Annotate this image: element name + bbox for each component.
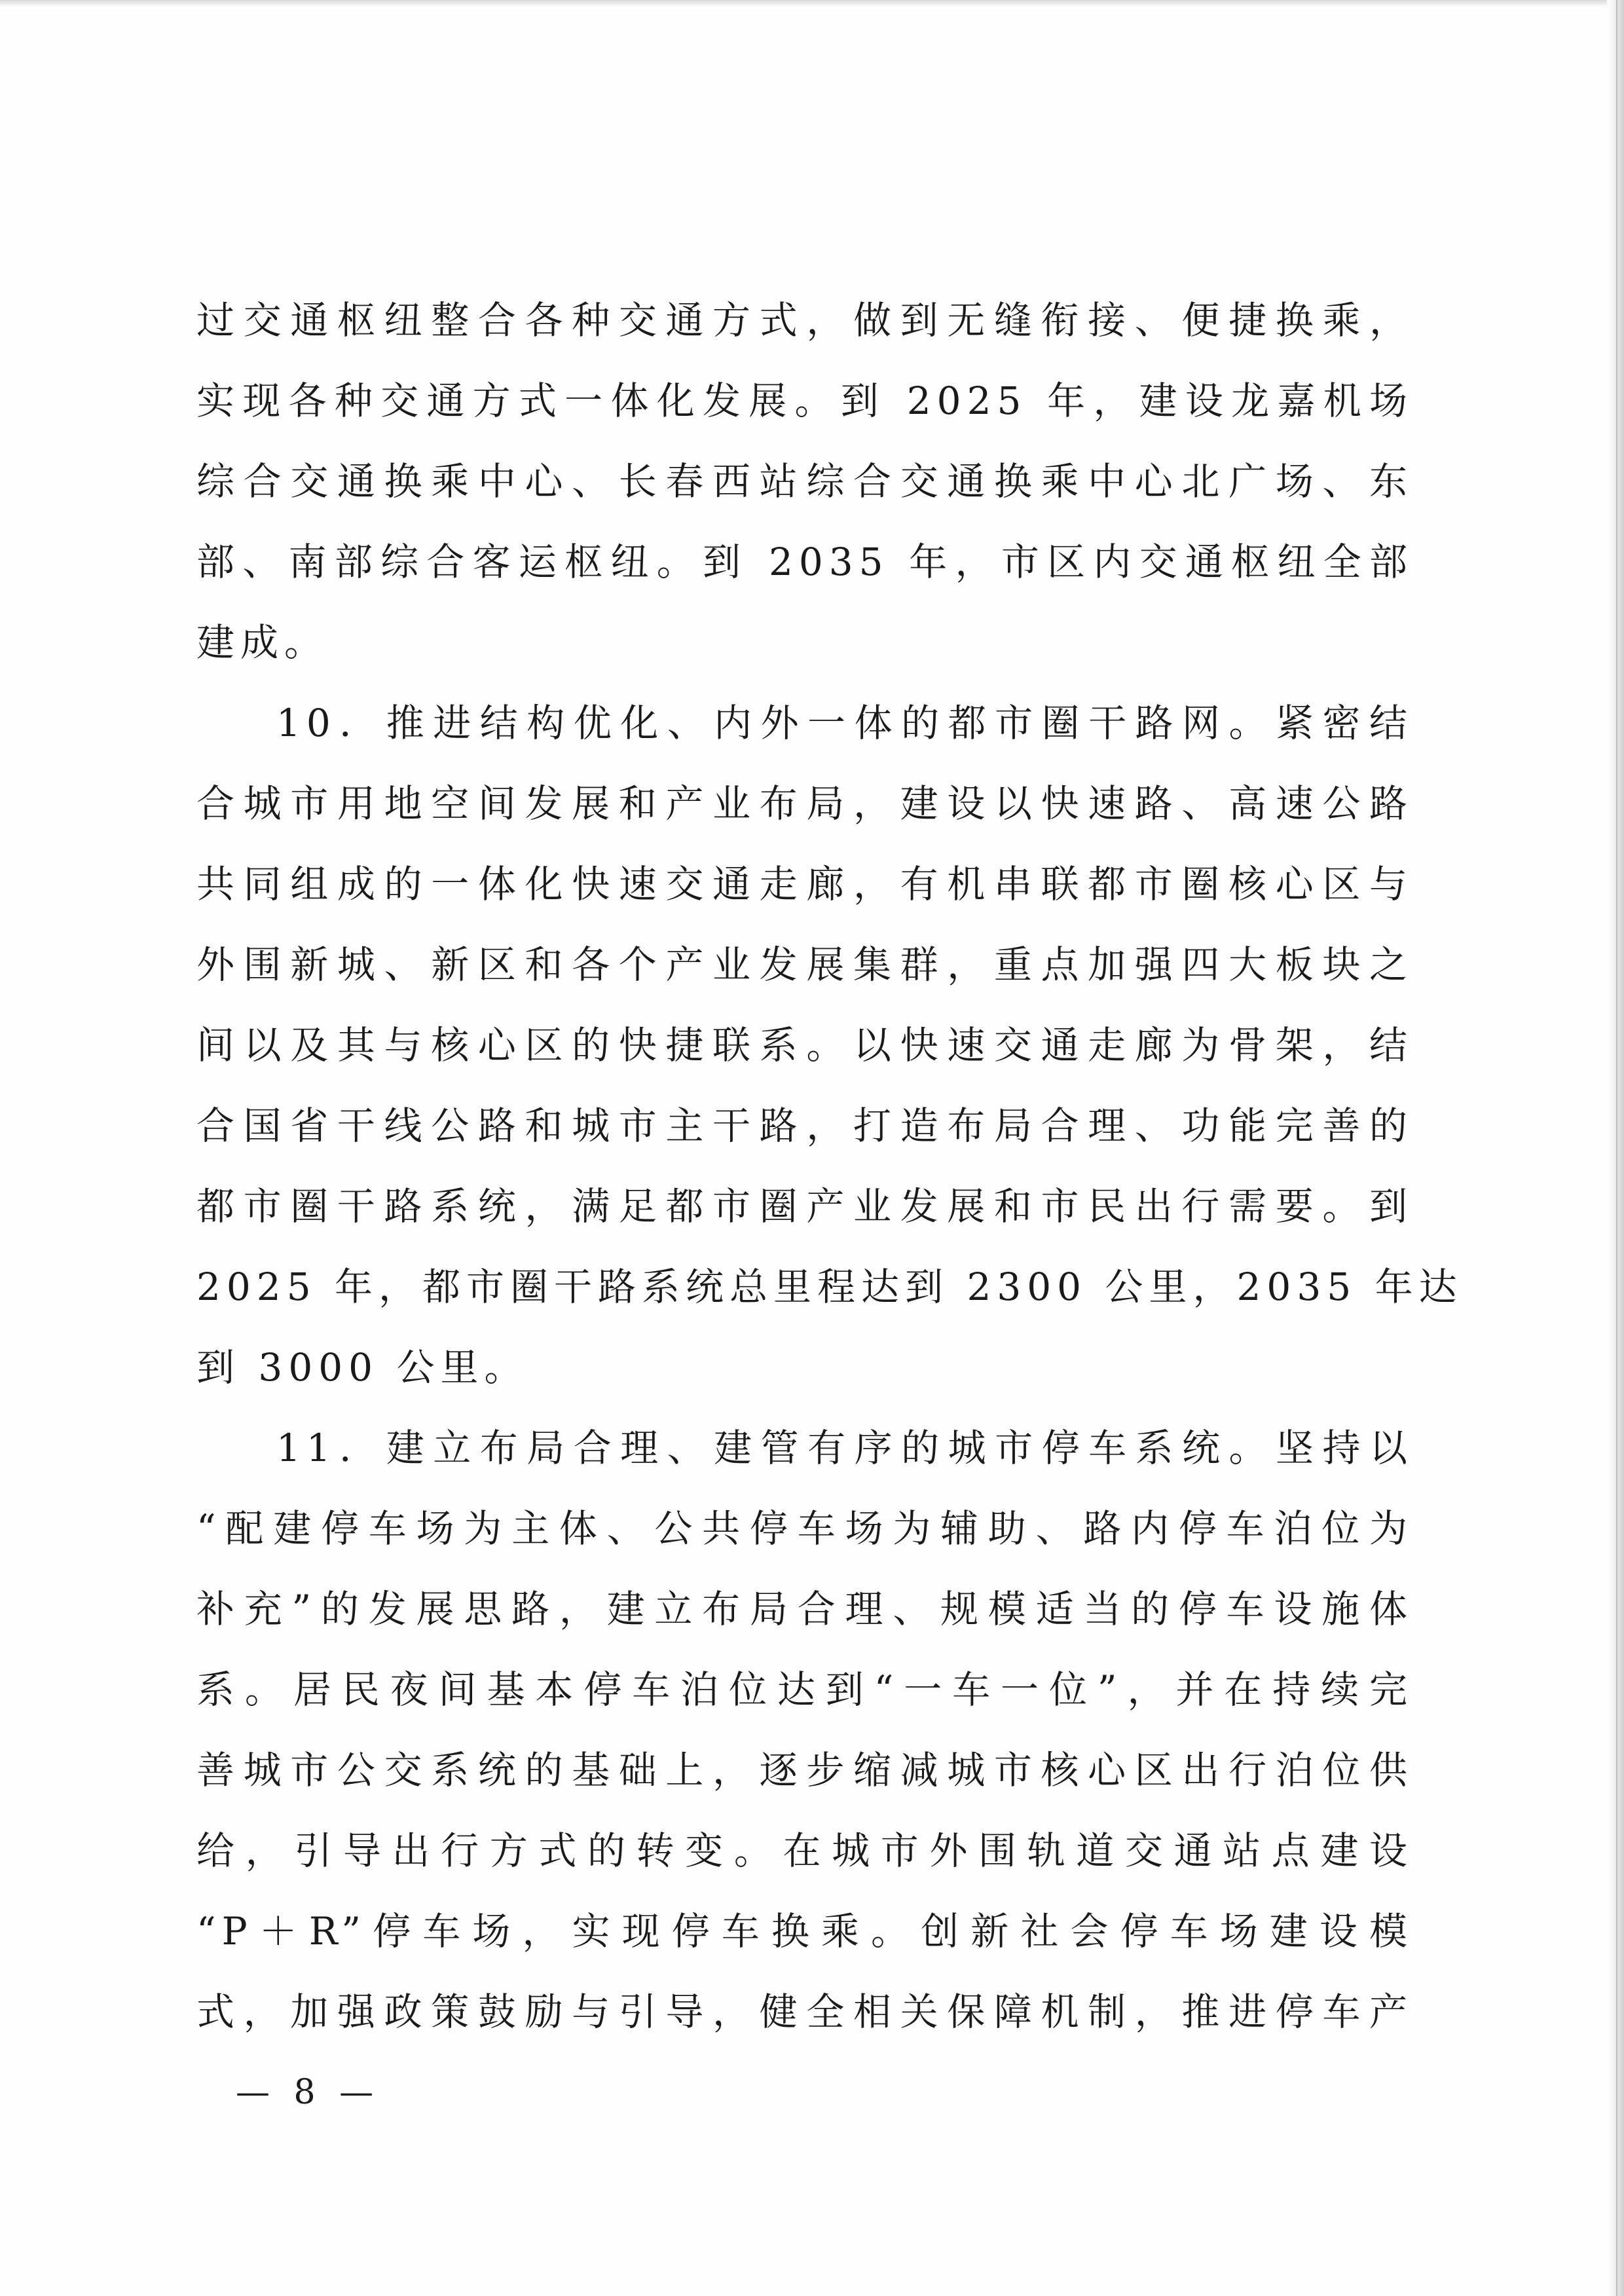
text-line: 系。居民夜间基本停车泊位达到“一车一位”，并在持续完 xyxy=(196,1667,1413,1712)
text-line: 过交通枢纽整合各种交通方式，做到无缝衔接、便捷换乘， xyxy=(196,298,1413,343)
text-line: 式，加强政策鼓励与引导，健全相关保障机制，推进停车产 xyxy=(196,1990,1413,2034)
body-text xyxy=(196,280,1463,2052)
section-heading-10: 10．推进结构优化、内外一体的都市圈干路网。紧密结 xyxy=(276,701,1413,745)
text-line: 都市圈干路系统，满足都市圈产业发展和市民出行需要。到 xyxy=(196,1184,1413,1229)
text-line: 部、南部综合客运枢纽。到 2035 年，市区内交通枢纽全部 xyxy=(196,540,1413,584)
scan-top-edge xyxy=(0,0,1624,7)
scan-right-edge xyxy=(1607,0,1624,2296)
text-line: 到 3000 公里。 xyxy=(196,1345,528,1390)
text-line: 实现各种交通方式一体化发展。到 2025 年，建设龙嘉机场 xyxy=(196,379,1413,423)
text-line: 综合交通换乘中心、长春西站综合交通换乘中心北广场、东 xyxy=(196,459,1413,504)
text-line: 间以及其与核心区的快捷联系。以快速交通走廊为骨架，结 xyxy=(196,1023,1413,1067)
text-line: 2025 年，都市圈干路系统总里程达到 2300 公里，2035 年达 xyxy=(196,1265,1463,1309)
text-line: “配建停车场为主体、公共停车场为辅助、路内停车泊位为 xyxy=(196,1506,1413,1551)
text-line: 共同组成的一体化快速交通走廊，有机串联都市圈核心区与 xyxy=(196,862,1413,906)
text-line: “P＋R”停车场，实现停车换乘。创新社会停车场建设模 xyxy=(196,1909,1413,1953)
text-line: 建成。 xyxy=(196,620,329,665)
text-line: 外围新城、新区和各个产业发展集群，重点加强四大板块之 xyxy=(196,942,1413,987)
section-heading-11: 11．建立布局合理、建管有序的城市停车系统。坚持以 xyxy=(276,1426,1413,1470)
text-line: 补充”的发展思路，建立布局合理、规模适当的停车设施体 xyxy=(196,1587,1413,1631)
text-line: 合城市用地空间发展和产业布局，建设以快速路、高速公路 xyxy=(196,781,1413,826)
page-number: — 8 — xyxy=(236,2073,380,2112)
text-line: 合国省干线公路和城市主干路，打造布局合理、功能完善的 xyxy=(196,1103,1413,1148)
text-line: 善城市公交系统的基础上，逐步缩减城市核心区出行泊位供 xyxy=(196,1748,1413,1792)
scan-right-edge-line xyxy=(1616,0,1617,2296)
text-line: 给，引导出行方式的转变。在城市外围轨道交通站点建设 xyxy=(196,1828,1413,1873)
